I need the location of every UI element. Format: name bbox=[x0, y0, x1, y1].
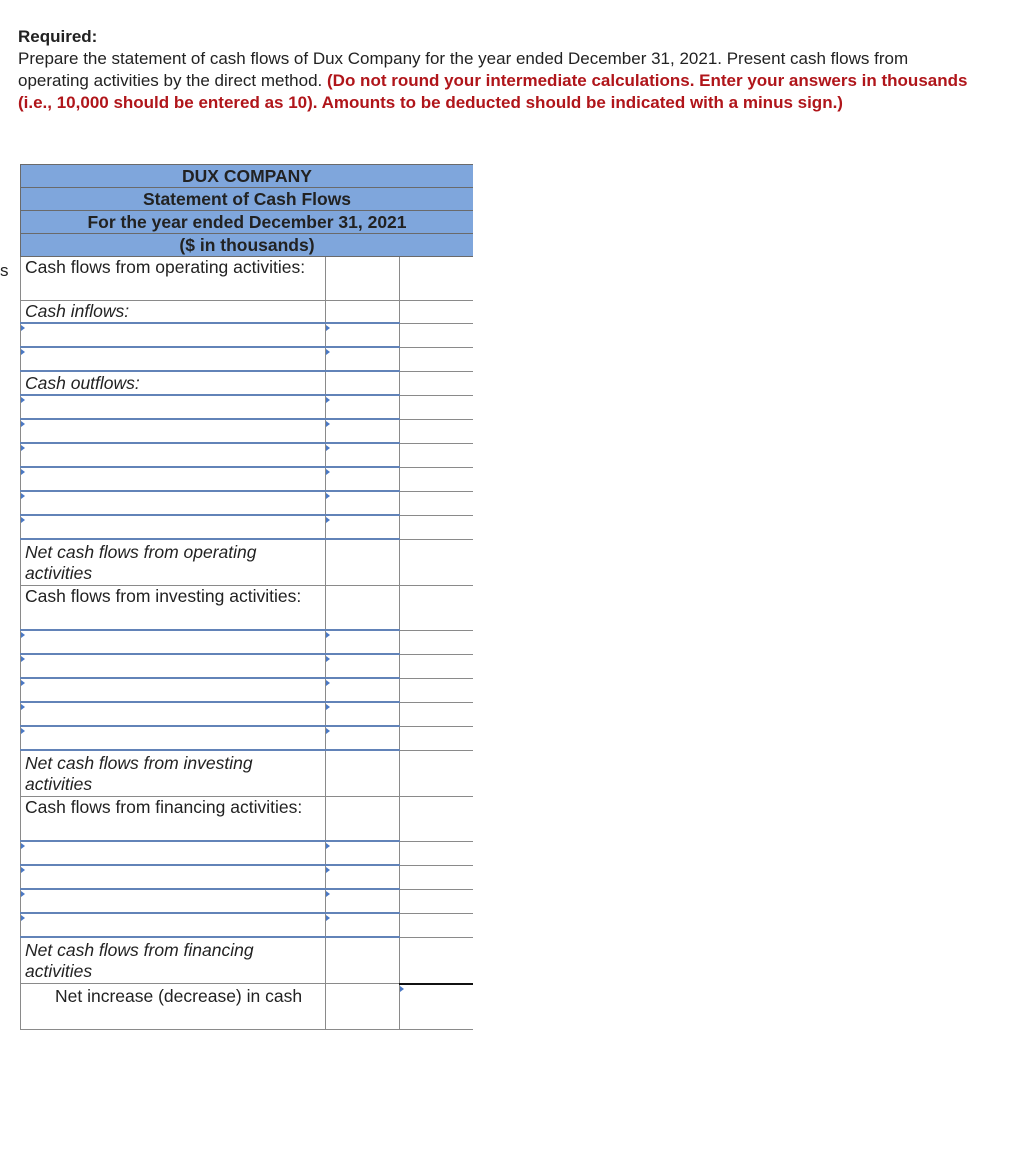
cash-flow-worksheet bbox=[20, 164, 473, 1101]
outflow-amount-input[interactable] bbox=[326, 443, 400, 467]
amount-cell bbox=[326, 797, 400, 842]
financing-amount-input[interactable] bbox=[326, 889, 400, 913]
total-cell bbox=[400, 797, 474, 842]
total-cell bbox=[400, 323, 474, 347]
outflow-amount-input[interactable] bbox=[326, 419, 400, 443]
outflow-desc-input[interactable] bbox=[21, 491, 326, 515]
amount-cell bbox=[326, 586, 400, 631]
statement-title: Statement of Cash Flows bbox=[21, 188, 474, 211]
inflow-desc-input[interactable] bbox=[21, 347, 326, 371]
total-cell bbox=[400, 419, 474, 443]
company-name: DUX COMPANY bbox=[21, 165, 474, 188]
financing-desc-input[interactable] bbox=[21, 913, 326, 937]
total-cell bbox=[400, 630, 474, 654]
outflow-amount-input[interactable] bbox=[326, 467, 400, 491]
instructions-emphasis: (Do not round your intermediate calculations. Enter your answers in thousands (i.e., 10,000 should be entered as 10). Amounts to be deducted should be indicated with a minus sign.) bbox=[18, 71, 968, 112]
subtotal-cell bbox=[326, 750, 400, 797]
stray-character: s bbox=[0, 261, 9, 280]
total-cell bbox=[400, 913, 474, 937]
subtotal-cell bbox=[326, 539, 400, 586]
total-cell bbox=[400, 371, 474, 395]
investing-amount-input[interactable] bbox=[326, 654, 400, 678]
investing-amount-input[interactable] bbox=[326, 630, 400, 654]
investing-desc-input[interactable] bbox=[21, 654, 326, 678]
outflow-desc-input[interactable] bbox=[21, 467, 326, 491]
net-investing-label: Net cash flows from investing activities bbox=[21, 750, 326, 797]
net-operating-label: Net cash flows from operating activities bbox=[21, 539, 326, 586]
investing-heading: Cash flows from investing activities: bbox=[21, 586, 326, 631]
financing-amount-input[interactable] bbox=[326, 913, 400, 937]
total-cell bbox=[400, 865, 474, 889]
total-cell bbox=[400, 841, 474, 865]
instructions-text: Prepare the statement of cash flows of Dux Company for the year ended December 31, 2021. Present cash flows from operating activities by the direct method. bbox=[18, 49, 909, 90]
financing-desc-input[interactable] bbox=[21, 841, 326, 865]
investing-desc-input[interactable] bbox=[21, 630, 326, 654]
statement-units: ($ in thousands) bbox=[21, 234, 474, 257]
statement-period: For the year ended December 31, 2021 bbox=[21, 211, 474, 234]
total-cell bbox=[400, 443, 474, 467]
net-financing-label: Net cash flows from financing activities bbox=[21, 937, 326, 984]
amount-cell bbox=[326, 371, 400, 395]
cash-outflows-label: Cash outflows: bbox=[21, 371, 326, 395]
financing-amount-input[interactable] bbox=[326, 865, 400, 889]
operating-heading: Cash flows from operating activities: bbox=[21, 257, 326, 301]
outflow-amount-input[interactable] bbox=[326, 395, 400, 419]
financing-heading: Cash flows from financing activities: bbox=[21, 797, 326, 842]
cash-inflows-label: Cash inflows: bbox=[21, 301, 326, 324]
net-change-input[interactable] bbox=[400, 984, 474, 1030]
outflow-amount-input[interactable] bbox=[326, 491, 400, 515]
investing-amount-input[interactable] bbox=[326, 726, 400, 750]
total-cell bbox=[400, 586, 474, 631]
total-cell bbox=[400, 702, 474, 726]
total-cell bbox=[400, 491, 474, 515]
investing-desc-input[interactable] bbox=[21, 726, 326, 750]
outflow-desc-input[interactable] bbox=[21, 419, 326, 443]
amount-cell bbox=[326, 984, 400, 1030]
financing-amount-input[interactable] bbox=[326, 841, 400, 865]
subtotal-cell bbox=[326, 937, 400, 984]
required-heading: Required: bbox=[18, 27, 98, 46]
total-cell bbox=[400, 678, 474, 702]
investing-amount-input[interactable] bbox=[326, 678, 400, 702]
net-investing-input[interactable] bbox=[400, 750, 474, 797]
total-cell bbox=[400, 726, 474, 750]
total-cell bbox=[400, 515, 474, 539]
outflow-desc-input[interactable] bbox=[21, 443, 326, 467]
net-change-label: Net increase (decrease) in cash bbox=[21, 984, 326, 1030]
total-cell bbox=[400, 301, 474, 324]
total-cell bbox=[400, 467, 474, 491]
total-cell bbox=[400, 395, 474, 419]
total-cell bbox=[400, 347, 474, 371]
financing-desc-input[interactable] bbox=[21, 889, 326, 913]
investing-amount-input[interactable] bbox=[326, 702, 400, 726]
total-cell bbox=[400, 257, 474, 301]
outflow-amount-input[interactable] bbox=[326, 515, 400, 539]
net-operating-input[interactable] bbox=[400, 539, 474, 586]
total-cell bbox=[400, 889, 474, 913]
total-cell bbox=[400, 654, 474, 678]
inflow-desc-input[interactable] bbox=[21, 323, 326, 347]
inflow-amount-input[interactable] bbox=[326, 347, 400, 371]
amount-cell bbox=[326, 301, 400, 324]
outflow-desc-input[interactable] bbox=[21, 515, 326, 539]
amount-cell bbox=[326, 257, 400, 301]
net-financing-input[interactable] bbox=[400, 937, 474, 984]
investing-desc-input[interactable] bbox=[21, 702, 326, 726]
inflow-amount-input[interactable] bbox=[326, 323, 400, 347]
outflow-desc-input[interactable] bbox=[21, 395, 326, 419]
financing-desc-input[interactable] bbox=[21, 865, 326, 889]
investing-desc-input[interactable] bbox=[21, 678, 326, 702]
instructions bbox=[18, 26, 978, 114]
